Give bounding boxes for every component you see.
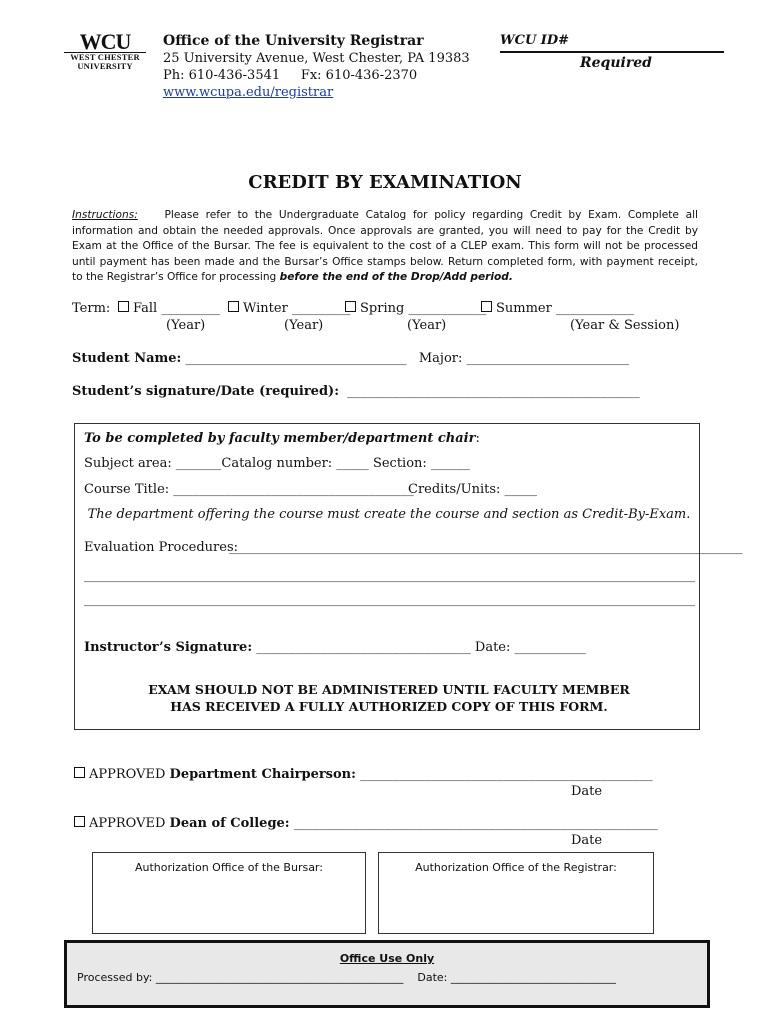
summer-checkbox[interactable] (481, 301, 492, 312)
faculty-heading-text: To be completed by faculty member/department chair (84, 431, 476, 446)
dept-approved-label: APPROVED (89, 767, 166, 782)
logo-line-2: UNIVERSITY (77, 61, 133, 71)
major-field[interactable]: _________________________ (466, 351, 630, 366)
student-signature-field[interactable]: _____________________________________________ (347, 384, 640, 399)
dean-date-caption: Date (571, 833, 603, 848)
winter-year-caption: (Year) (284, 318, 324, 333)
term-fall[interactable] (118, 301, 220, 316)
term-winter-label: Winter _________ (243, 301, 351, 316)
office-contact (163, 67, 470, 84)
student-signature-row (72, 384, 640, 399)
student-signature-label: Student’s signature/Date (required): (72, 384, 339, 399)
course-title-field[interactable]: Course Title: _____________________________________ (84, 482, 414, 497)
faculty-heading-colon: : (475, 431, 480, 446)
instructions-label: Instructions: (72, 209, 138, 221)
dean-field[interactable]: ________________________________________________________ (293, 816, 658, 831)
term-label: Term: (72, 301, 111, 316)
instructor-date-field[interactable]: Date: ___________ (474, 640, 587, 655)
office-title: Office of the University Registrar (163, 33, 424, 49)
instructor-signature-label: Instructor’s Signature: (84, 640, 253, 655)
dept-approval-row (74, 767, 653, 782)
evaluation-field-3[interactable]: ______________________________________________________________________________________________ (84, 592, 695, 607)
office-use-title: Office Use Only (339, 952, 435, 965)
instructions-emphasis: before the end of the Drop/Add period. (279, 271, 513, 283)
office-use-date-field[interactable]: Date: ______________________________ (417, 971, 616, 984)
dept-chair-field[interactable]: _____________________________________________ (360, 767, 653, 782)
dept-note: The department offering the course must create the course and section as Credit-By-Exam. (87, 507, 691, 522)
spring-year-caption: (Year) (407, 318, 447, 333)
wcu-id-field-line[interactable] (500, 51, 724, 53)
logo-wcu-text: WCU (64, 32, 146, 53)
spring-checkbox[interactable] (345, 301, 356, 312)
registrar-auth-box[interactable] (378, 852, 654, 934)
evaluation-label: Evaluation Procedures: (84, 540, 238, 555)
dept-approved-checkbox[interactable] (74, 767, 85, 778)
dept-chair-label: Department Chairperson: (169, 767, 356, 782)
student-name-label: Student Name: (72, 351, 182, 366)
dean-label: Dean of College: (169, 816, 290, 831)
student-name-row (72, 351, 629, 366)
office-url-link[interactable]: www.wcupa.edu/registrar (163, 85, 334, 100)
term-winter[interactable] (228, 301, 350, 316)
office-use-box (64, 940, 710, 1008)
instructor-row (84, 640, 586, 655)
instructions (72, 208, 698, 286)
warning-line-1: EXAM SHOULD NOT BE ADMINISTERED UNTIL FACULTY MEMBER (148, 682, 630, 697)
processed-by-field[interactable]: Processed by: _____________________________________________ (77, 971, 404, 984)
office-use-fields (77, 971, 707, 984)
wcu-id-label: WCU ID# (500, 33, 570, 48)
office-address: 25 University Avenue, West Chester, PA 19383 (163, 51, 470, 66)
term-spring[interactable] (345, 301, 486, 316)
student-name-field[interactable]: __________________________________ (185, 351, 407, 366)
wcu-id-required: Required (580, 55, 652, 71)
term-summer[interactable] (481, 301, 634, 316)
bursar-auth-box[interactable] (92, 852, 366, 934)
office-fax: Fx: 610-436-2370 (300, 68, 418, 83)
evaluation-field-2[interactable]: ______________________________________________________________________________________________ (84, 568, 695, 583)
wcu-logo (64, 29, 146, 71)
credits-field[interactable]: Credits/Units: _____ (408, 482, 538, 497)
warning-line-2: HAS RECEIVED A FULLY AUTHORIZED COPY OF THIS FORM. (170, 699, 608, 714)
instructor-signature-field[interactable]: _________________________________ (256, 640, 471, 655)
summer-year-caption: (Year & Session) (570, 318, 680, 333)
term-fall-label: Fall _________ (133, 301, 220, 316)
bursar-auth-label: Authorization Office of the Bursar: (135, 861, 323, 874)
fall-year-caption: (Year) (166, 318, 206, 333)
logo-line-1: WEST CHESTER (70, 52, 140, 62)
office-block (163, 33, 470, 101)
dean-approved-label: APPROVED (89, 816, 166, 831)
faculty-heading (84, 431, 480, 446)
office-phone: Ph: 610-436-3541 (163, 68, 281, 83)
dean-approval-row (74, 816, 658, 831)
registrar-auth-label: Authorization Office of the Registrar: (415, 861, 617, 874)
evaluation-field-1[interactable]: _______________________________________________________________________________ (229, 540, 743, 555)
instructions-text: Please refer to the Undergraduate Catalog for policy regarding Credit by Exam. Complete all information and obtain the needed approvals. Once approvals are granted, you will need to pay for the Credit by Exam at the Office of the Bursar. The fee is equivalent to the cost of a CLEP exam. This form will not be processed until payment has been made and the Bursar’s Office stamps below. Return completed form, with payment receipt, to the Registrar’s Office for processing (72, 209, 698, 283)
fall-checkbox[interactable] (118, 301, 129, 312)
dean-approved-checkbox[interactable] (74, 816, 85, 827)
form-title: CREDIT BY EXAMINATION (248, 172, 522, 193)
subject-row[interactable]: Subject area: _______Catalog number: _____ Section: ______ (84, 456, 470, 471)
evaluation-row (84, 540, 238, 555)
dept-date-caption: Date (571, 784, 603, 799)
term-spring-label: Spring ____________ (360, 301, 487, 316)
term-summer-label: Summer ____________ (496, 301, 634, 316)
winter-checkbox[interactable] (228, 301, 239, 312)
major-label: Major: (418, 351, 463, 366)
